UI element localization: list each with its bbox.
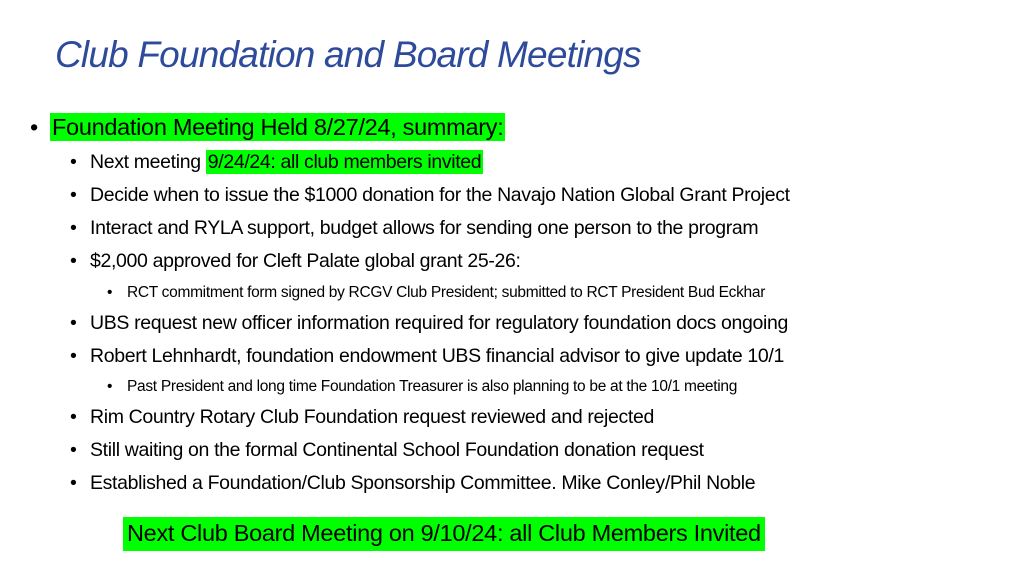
bullet-glyph: • bbox=[70, 184, 77, 206]
bullet-glyph: • bbox=[70, 217, 77, 239]
bullet-glyph: • bbox=[107, 284, 113, 301]
item-text: RCT commitment form signed by RCGV Club President; submitted to RCT President Bud Eckhar bbox=[127, 284, 766, 301]
item-text: Robert Lehnhardt, foundation endowment UBS financial advisor to give update 10/1 bbox=[90, 345, 784, 367]
bullet-next-meeting bbox=[70, 151, 483, 174]
bullet-robert-lehnhardt bbox=[70, 345, 784, 368]
bullet-glyph: • bbox=[70, 406, 77, 428]
item-text: Rim Country Rotary Club Foundation request reviewed and rejected bbox=[90, 406, 654, 428]
bullet-glyph: • bbox=[70, 312, 77, 334]
sub-bullet-rct-commitment bbox=[107, 284, 765, 302]
item-text: Decide when to issue the $1000 donation for the Navajo Nation Global Grant Project bbox=[90, 184, 790, 206]
bullet-sponsorship-committee bbox=[70, 472, 755, 495]
bullet-glyph: • bbox=[30, 114, 38, 140]
next-board-meeting-banner: Next Club Board Meeting on 9/10/24: all Club Members Invited bbox=[123, 517, 765, 551]
item-text: Still waiting on the formal Continental School Foundation donation request bbox=[90, 439, 704, 461]
bullet-glyph: • bbox=[70, 472, 77, 494]
bullet-foundation-meeting bbox=[30, 114, 505, 141]
bullet-glyph: • bbox=[107, 378, 113, 395]
bullet-interact-ryla bbox=[70, 217, 758, 240]
highlighted-text: 9/24/24: all club members invited bbox=[207, 151, 482, 173]
item-text: Established a Foundation/Club Sponsorship Committee. Mike Conley/Phil Noble bbox=[90, 472, 756, 494]
item-text: Past President and long time Foundation Treasurer is also planning to be at the 10/1 meeting bbox=[127, 378, 738, 395]
item-text: UBS request new officer information required for regulatory foundation docs ongoing bbox=[90, 312, 788, 334]
bullet-ubs-request bbox=[70, 312, 788, 335]
bullet-glyph: • bbox=[70, 250, 77, 272]
bullet-glyph: • bbox=[70, 151, 77, 173]
bullet-rim-country bbox=[70, 406, 654, 429]
item-text: Next meeting bbox=[90, 151, 206, 173]
bullet-glyph: • bbox=[70, 345, 77, 367]
bullet-donation bbox=[70, 184, 790, 207]
bullet-continental-school bbox=[70, 439, 704, 462]
item-text: $2,000 approved for Cleft Palate global grant 25-26: bbox=[90, 250, 521, 272]
sub-bullet-past-president bbox=[107, 378, 737, 396]
item-text: Interact and RYLA support, budget allows for sending one person to the program bbox=[90, 217, 759, 239]
bullet-cleft-palate bbox=[70, 250, 521, 273]
slide-title: Club Foundation and Board Meetings bbox=[55, 34, 641, 75]
highlighted-text: Foundation Meeting Held 8/27/24, summary: bbox=[52, 114, 504, 140]
bullet-glyph: • bbox=[70, 439, 77, 461]
